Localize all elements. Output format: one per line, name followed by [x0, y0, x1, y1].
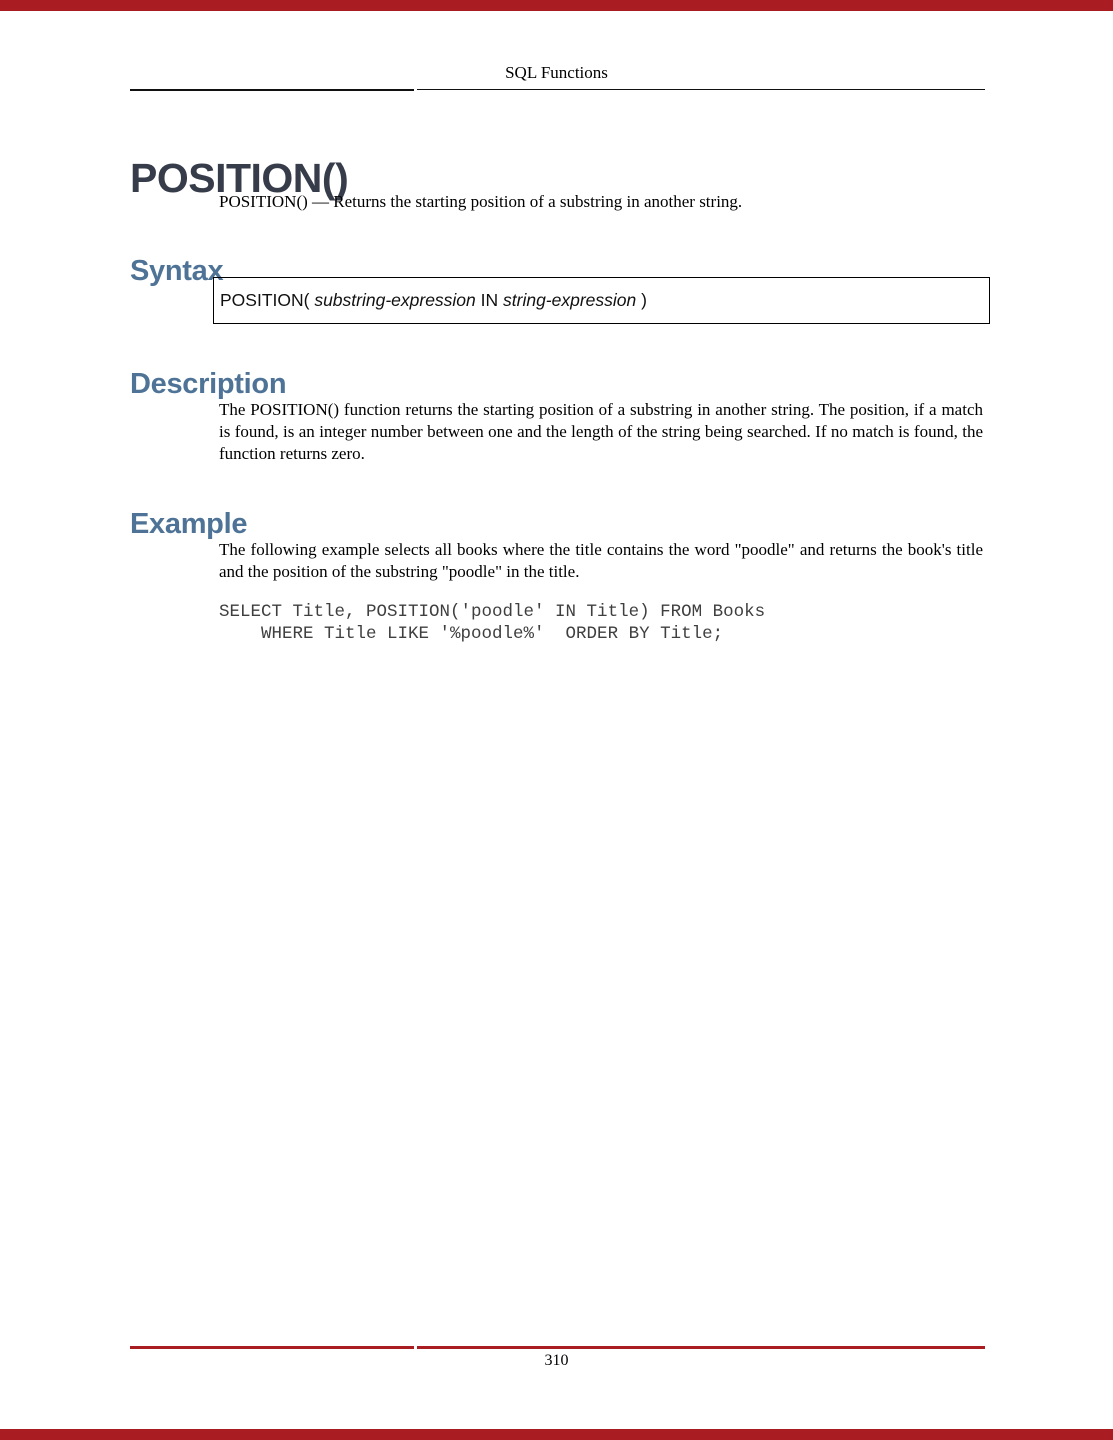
- page-number: 310: [544, 1352, 569, 1369]
- syntax-prefix: POSITION(: [220, 290, 315, 310]
- bottom-accent-bar: [0, 1429, 1113, 1440]
- header-rule-right-segment: [417, 89, 985, 90]
- description-heading: Description: [130, 368, 287, 401]
- page-title: POSITION(): [130, 155, 349, 202]
- intro-text: POSITION() — Returns the starting position of a substring in another string.: [219, 192, 743, 211]
- description-body: The POSITION() function returns the starting position of a substring in another string. The position, if a match is found, is an integer number between one and the length of the string being searched. If no match is found, the function returns zero.: [219, 400, 983, 463]
- footer-rule-left-segment: [130, 1346, 414, 1349]
- footer-rule-right-segment: [417, 1346, 985, 1349]
- code-line: SELECT Title, POSITION('poodle' IN Title) FROM Books: [219, 602, 766, 622]
- syntax-heading: Syntax: [130, 255, 224, 288]
- header-rule-left-segment: [130, 89, 414, 91]
- top-accent-bar: [0, 0, 1113, 11]
- syntax-box: [213, 277, 990, 324]
- syntax-arg-string: string-expression: [503, 290, 637, 310]
- syntax-keyword-in: IN: [475, 290, 504, 310]
- code-line: WHERE Title LIKE '%poodle%' ORDER BY Title;: [219, 624, 724, 644]
- syntax-suffix: ): [636, 290, 647, 310]
- page-header-title: SQL Functions: [505, 63, 608, 82]
- example-heading: Example: [130, 508, 248, 541]
- example-body: The following example selects all books where the title contains the word "poodle" and returns the book's title and the position of the substring "poodle" in the title.: [219, 540, 983, 581]
- code-block: [219, 601, 765, 645]
- syntax-arg-substring: substring-expression: [314, 290, 476, 310]
- syntax-signature: [220, 290, 647, 311]
